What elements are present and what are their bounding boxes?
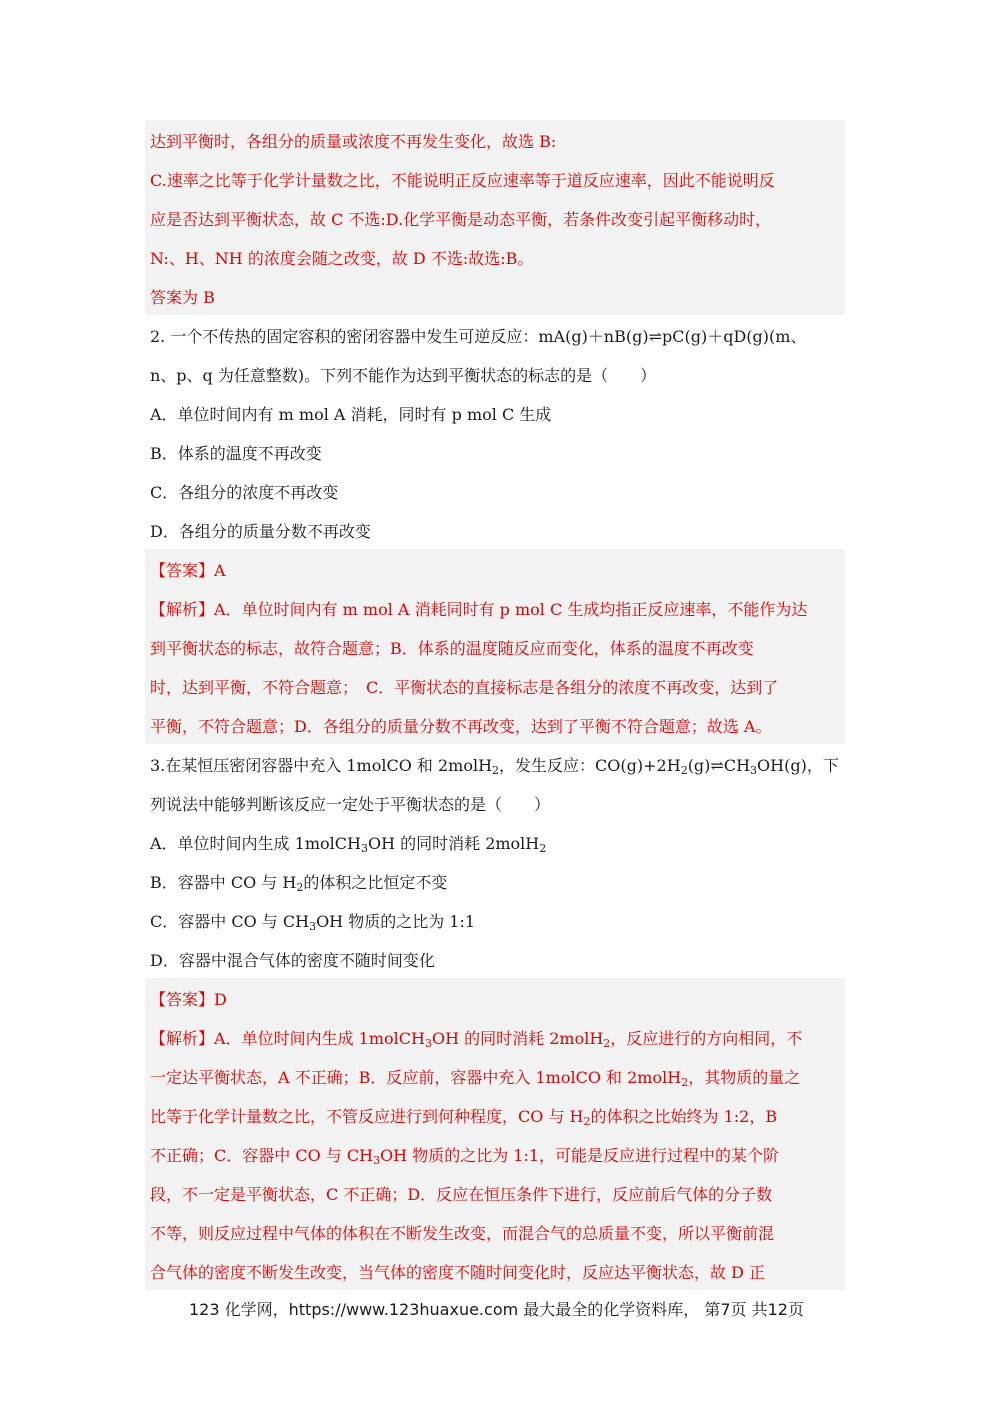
subscript: 2 (603, 1037, 611, 1050)
subscript: 2 (680, 764, 688, 777)
text: 一定达平衡状态，A 不正确；B．反应前，容器中充入 1molCO 和 2molH (150, 1068, 682, 1087)
prev-analysis-line: N:、H、NH 的浓度会随之改变，故 D 不选:故选:B。 (150, 249, 534, 268)
q2-analysis-line: 到平衡状态的标志，故符合题意；B．体系的温度随反应而变化，体系的温度不再改变 (150, 639, 754, 658)
answer-label: 【答案】 (150, 561, 215, 580)
text: B．容器中 CO 与 H (150, 873, 297, 892)
q2-option-a: A．单位时间内有 m mol A 消耗，同时有 p mol C 生成 (150, 405, 552, 424)
answer-value: D (214, 990, 227, 1009)
text: OH 物质的之比为 1:1，可能是反应进行过程中的某个阶 (380, 1146, 780, 1165)
q3-analysis-line (150, 1058, 845, 1097)
answer-label: 【答案】 (150, 990, 215, 1009)
text: 比等于化学计量数之比，不管反应进行到何种程度，CO 与 H (150, 1107, 584, 1126)
prev-answer-line: 答案为 B (150, 288, 215, 307)
subscript: 2 (583, 1115, 591, 1128)
subscript: 3 (309, 920, 317, 933)
subscript: 2 (681, 1076, 689, 1089)
page-footer: 123 化学网，https://www.123huaxue.com 最大最全的化学资料库， 第7页 共12页 (189, 1300, 804, 1319)
subscript: 2 (539, 842, 547, 855)
text: C．容器中 CO 与 CH (150, 912, 310, 931)
analysis-label: 【解析】 (150, 600, 215, 619)
analysis-label: 【解析】 (150, 1029, 215, 1048)
q2-stem-line: n、p、q 为任意整数)。下列不能作为达到平衡状态的标志的是（ ） (150, 366, 657, 385)
q3-option-c (150, 902, 845, 941)
q2-answer (150, 551, 845, 590)
q3-option-a (150, 824, 845, 863)
q2-analysis-line: 平衡，不符合题意；D．各组分的质量分数不再改变，达到了平衡不符合题意；故选 A。 (150, 717, 772, 736)
analysis-text: A．单位时间内有 m mol A 消耗同时有 p mol C 生成均指正反应速率，不能作为达 (214, 600, 808, 619)
answer-value: A (214, 561, 226, 580)
q2-option-d: D．各组分的质量分数不再改变 (150, 522, 371, 541)
prev-analysis-line: 达到平衡时，各组分的质量或浓度不再发生变化，故选 B: (150, 132, 557, 151)
text: 3.在某恒压密闭容器中充入 1molCO 和 2molH (150, 756, 493, 775)
q3-option-d: D．容器中混合气体的密度不随时间变化 (150, 951, 435, 970)
text: A．单位时间内生成 1molCH (214, 1029, 425, 1048)
prev-analysis-line: 应是否达到平衡状态，故 C 不选:D.化学平衡是动态平衡，若条件改变引起平衡移动时， (150, 210, 772, 229)
text: ，其物质的量之 (688, 1068, 801, 1087)
q3-analysis-line: 段，不一定是平衡状态，C 不正确；D．反应在恒压条件下进行，反应前后气体的分子数 (150, 1185, 773, 1204)
q2-analysis-line: 时，达到平衡，不符合题意； C．平衡状态的直接标志是各组分的浓度不再改变，达到了 (150, 678, 779, 697)
q2-stem-line: 2. 一个不传热的固定容积的密闭容器中发生可逆反应：mA(g)＋nB(g)⇌pC(g)＋qD(g)(m、 (150, 327, 807, 346)
text: OH 的同时消耗 2molH (367, 834, 540, 853)
prev-analysis-line: C.速率之比等于化学计量数之比，不能说明正反应速率等于道反应速率，因此不能说明反 (150, 171, 775, 190)
q3-analysis-line (150, 1019, 845, 1058)
subscript: 3 (424, 1037, 432, 1050)
text: OH(g)，下 (757, 756, 839, 775)
q3-option-b (150, 863, 845, 902)
q2-option-c: C．各组分的浓度不再改变 (150, 483, 339, 502)
subscript: 2 (492, 764, 500, 777)
text: 不正确；C．容器中 CO 与 CH (150, 1146, 374, 1165)
q3-analysis-line: 不等，则反应过程中气体的体积在不断发生改变，而混合气的总质量不变，所以平衡前混 (150, 1224, 775, 1243)
subscript: 2 (296, 881, 304, 894)
text: ，反应进行的方向相同，不 (610, 1029, 803, 1048)
text: A．单位时间内生成 1molCH (150, 834, 361, 853)
subscript: 3 (750, 764, 758, 777)
q3-answer (150, 980, 845, 1019)
text: OH 的同时消耗 2molH (431, 1029, 604, 1048)
q3-stem-line: 列说法中能够判断该反应一定处于平衡状态的是（ ） (150, 795, 551, 814)
text: 的体积之比始终为 1:2，B (590, 1107, 778, 1126)
q3-analysis-line: 合气体的密度不断发生改变，当气体的密度不随时间变化时，反应达平衡状态，故 D 正 (150, 1263, 766, 1282)
subscript: 3 (373, 1154, 381, 1167)
q3-stem-line (150, 746, 845, 785)
q2-option-b: B．体系的温度不再改变 (150, 444, 322, 463)
q3-analysis-line (150, 1136, 845, 1175)
text: (g)⇌CH (687, 756, 751, 775)
text: OH 物质的之比为 1:1 (316, 912, 476, 931)
q2-analysis-line (150, 590, 845, 629)
text: ，发生反应：CO(g)+2H (499, 756, 681, 775)
text: 的体积之比恒定不变 (303, 873, 448, 892)
subscript: 3 (360, 842, 368, 855)
q3-analysis-line (150, 1097, 845, 1136)
